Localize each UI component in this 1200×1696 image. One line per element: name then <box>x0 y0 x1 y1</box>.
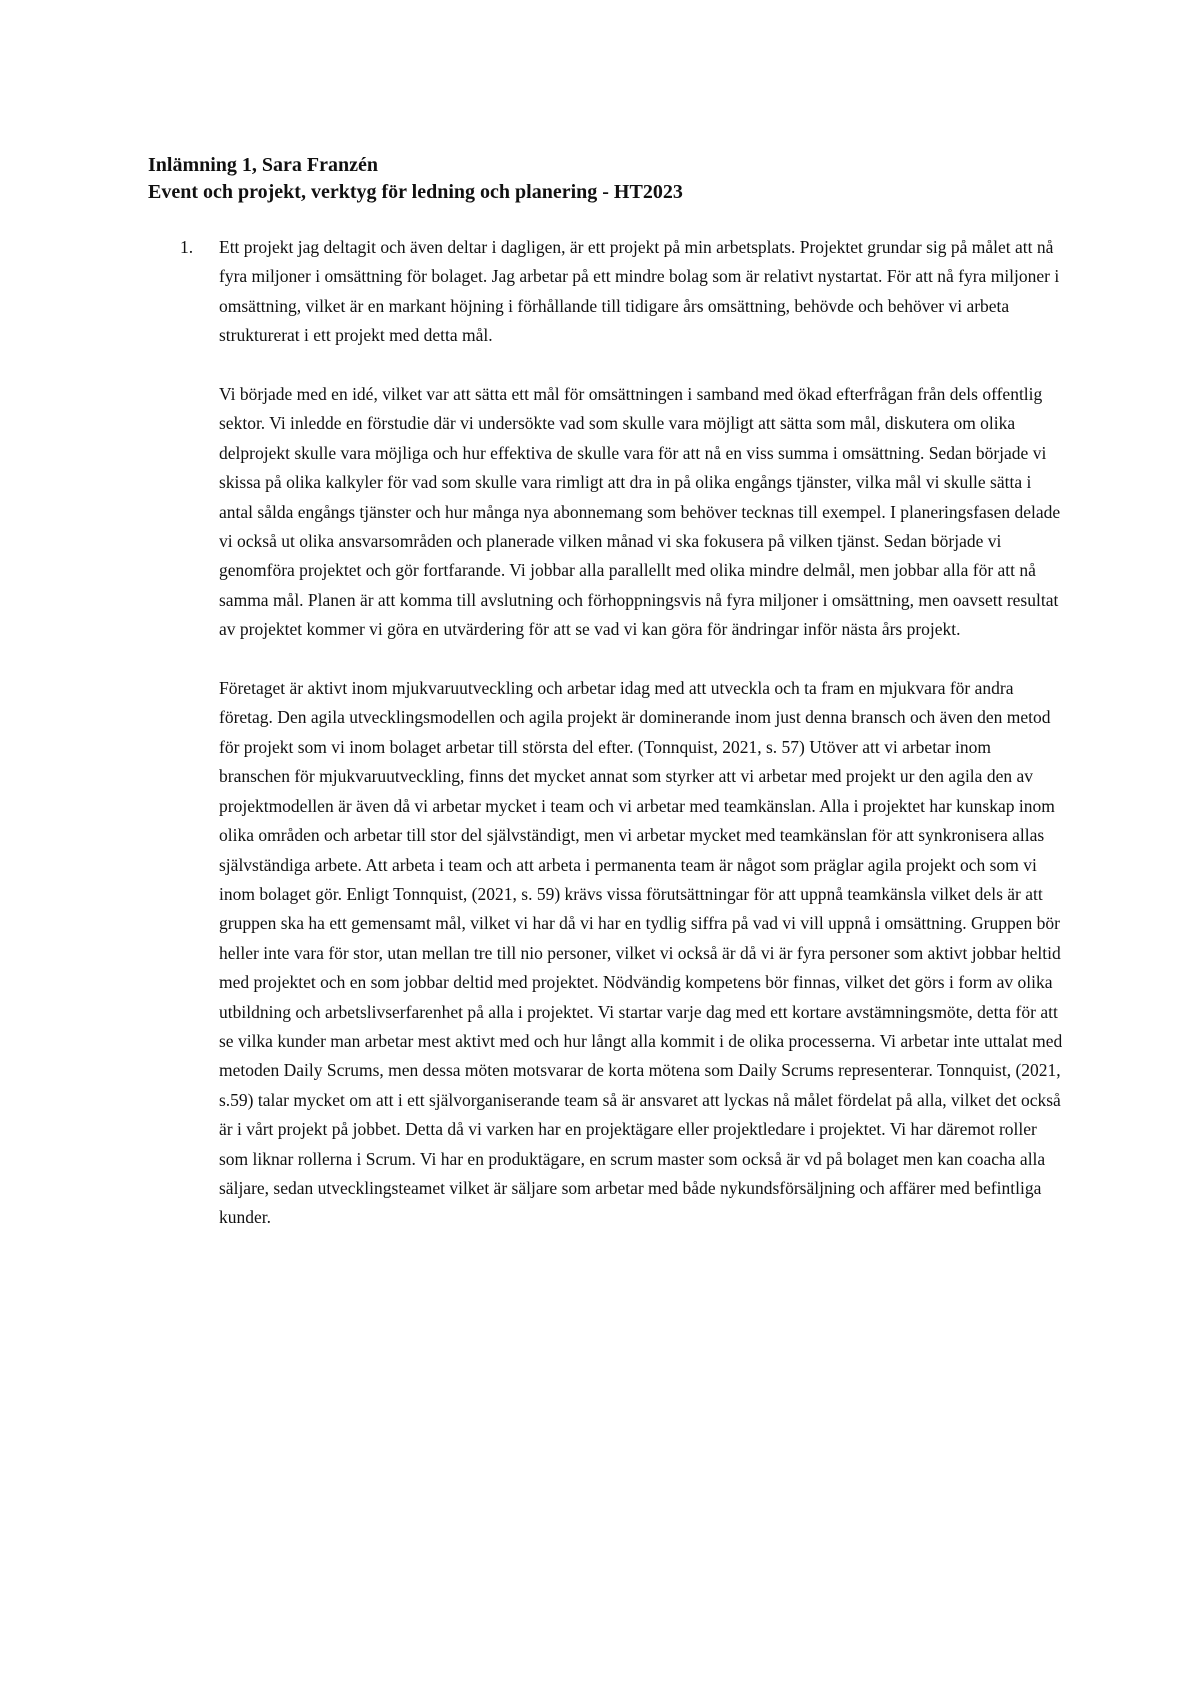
submission-title: Inlämning 1, Sara Franzén <box>148 154 379 176</box>
paragraph-project-phases: Vi började med en idé, vilket var att sätta ett mål för omsättningen i samband med ökad efterfrågan från dels offentlig sektor. Vi inledde en förstudie där vi undersökte vad som skulle vara möjligt att sätta som mål, diskutera om olika delprojekt skulle vara möjliga och hur effektiva de skulle vara för att nå en viss summa i omsättning. Sedan började vi skissa på olika kalkyler för vad som skulle vara rimligt att dra in på olika engångs tjänster, vilka mål vi skulle sätta i antal sålda engångs tjänster och hur många nya abonnemang som behöver tecknas till exempel. I planeringsfasen delade vi också ut olika ansvarsområden och planerade vilken månad vi ska fokusera på vilken tjänst. Sedan började vi genomföra projektet och gör fortfarande. Vi jobbar alla parallellt med olika mindre delmål, men jobbar alla för att nå samma mål. Planen är att komma till avslutning och förhoppningsvis nå fyra miljoner i omsättning, men oavsett resultat av projektet kommer vi göra en utvärdering för att se vad vi kan göra för ändringar inför nästa års projekt. <box>219 384 1061 640</box>
course-title: Event och projekt, verktyg för ledning och planering - HT2023 <box>148 181 683 203</box>
document-header <box>148 152 1068 206</box>
paragraph-project-intro: Ett projekt jag deltagit och även deltar i dagligen, är ett projekt på min arbetsplats. Projektet grundar sig på målet att nå fyra miljoner i omsättning för bolaget. Jag arbetar på ett mindre bolag som är relativt nystartat. För att nå fyra miljoner i omsättning, vilket är en markant höjning i förhållande till tidigare års omsättning, behövde och behöver vi arbeta strukturerat i ett projekt med detta mål. <box>219 237 1060 346</box>
list-item-body <box>219 233 1064 1233</box>
list-item-number: 1. <box>180 237 194 257</box>
paragraph-agile-method: Företaget är aktivt inom mjukvaruutveckling och arbetar idag med att utveckla och ta fram en mjukvara för andra företag. Den agila utvecklingsmodellen och agila projekt är dominerande inom just denna bransch och även den metod för projekt som vi inom bolaget arbetar till största del efter. (Tonnquist, 2021, s. 57) Utöver att vi arbetar inom branschen för mjukvaruutveckling, finns det mycket annat som styrker att vi arbetar med projekt ur den agila den av projektmodellen är även då vi arbetar mycket i team och vi arbetar med teamkänslan. Alla i projektet har kunskap inom olika områden och arbetar till stor del självständigt, men vi arbetar mycket med teamkänslan för att synkronisera allas självständiga arbete. Att arbeta i team och att arbeta i permanenta team är något som präglar agila projekt och som vi inom bolaget gör. Enligt Tonnquist, (2021, s. 59) krävs vissa förutsättningar för att uppnå teamkänsla vilket dels är att gruppen ska ha ett gemensamt mål, vilket vi har då vi har en tydlig siffra på vad vi vill uppnå i omsättning. Gruppen bör heller inte vara för stor, utan mellan tre till nio personer, vilket vi också är då vi är fyra personer som aktivt jobbar heltid med projektet och en som jobbar deltid med projektet. Nödvändig kompetens bör finnas, vilket det görs i form av olika utbildning och arbetslivserfarenhet på alla i projektet. Vi startar varje dag med ett kortare avstämningsmöte, detta för att se vilka kunder man arbetar mest aktivt med och hur långt alla kommit i de olika processerna. Vi arbetar inte uttalat med metoden Daily Scrums, men dessa möten motsvarar de korta mötena som Daily Scrums representerar. Tonnquist, (2021, s.59) talar mycket om att i ett självorganiserande team så är ansvaret att lyckas nå målet fördelat på alla, vilket det också är i vårt projekt på jobbet. Detta då vi varken har en projektägare eller projektledare i projektet. Vi har däremot roller som liknar rollerna i Scrum. Vi har en produktägare, en scrum master som också är vd på bolaget men kan coacha alla säljare, sedan utvecklingsteamet vilket är säljare som arbetar med både nykundsförsäljning och affärer med befintliga kunder. <box>219 678 1063 1228</box>
